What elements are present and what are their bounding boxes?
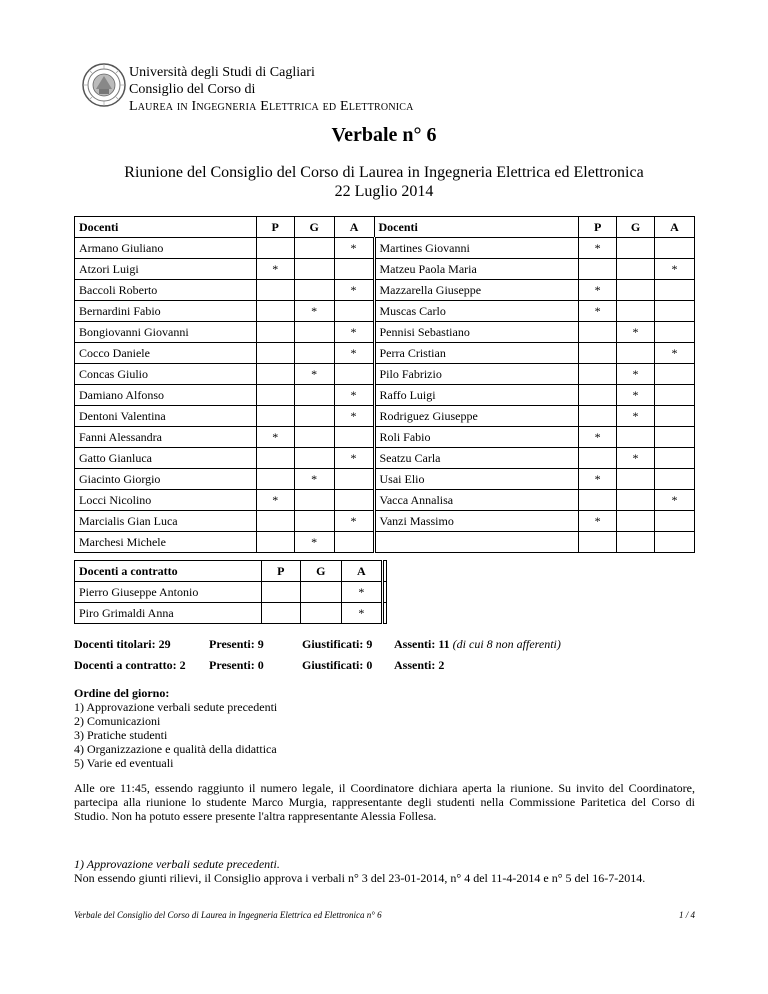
justified-mark: [617, 511, 655, 532]
present-mark: [256, 469, 294, 490]
table-header-row: [75, 217, 695, 238]
absent-mark: *: [655, 490, 695, 511]
absent-mark: *: [341, 603, 382, 624]
university-name: Università degli Studi di Cagliari: [129, 65, 315, 80]
absent-mark: *: [334, 406, 374, 427]
col-header: G: [294, 217, 334, 238]
col-header: P: [579, 217, 617, 238]
table-row: [75, 532, 695, 553]
justified-mark: [617, 532, 655, 553]
table-header-row: [75, 561, 387, 582]
present-mark: *: [256, 490, 294, 511]
table-row: [75, 343, 695, 364]
agenda-item: 4) Organizzazione e qualità della didattica: [74, 742, 277, 756]
justified-mark: *: [294, 532, 334, 553]
justified-mark: [617, 490, 655, 511]
absent-mark: *: [334, 511, 374, 532]
absent-mark: *: [334, 385, 374, 406]
absent-mark: [655, 469, 695, 490]
footer-text: Verbale del Consiglio del Corso di Laurea in Ingegneria Elettrica ed Elettronica n° 6: [74, 910, 382, 920]
justified-mark: [294, 385, 334, 406]
section-text: Non essendo giunti rilievi, il Consiglio approva i verbali n° 3 del 23-01-2014, n° 4 del 11-4-2014 e n° 5 del 16-7-2014.: [74, 871, 646, 885]
attendance-table: [74, 216, 695, 553]
docente-name: Martines Giovanni: [374, 238, 579, 259]
absent-mark: [655, 364, 695, 385]
absent-mark: [655, 511, 695, 532]
justified-mark: *: [294, 364, 334, 385]
summary-giustificati: Giustificati: 0: [302, 658, 373, 672]
justified-mark: [294, 238, 334, 259]
present-mark: *: [579, 301, 617, 322]
justified-mark: [294, 280, 334, 301]
contract-attendance-table: [74, 560, 387, 624]
docente-name: Seatzu Carla: [374, 448, 579, 469]
agenda-title: Ordine del giorno:: [74, 686, 170, 700]
col-header: A: [341, 561, 382, 582]
docente-name: Gatto Gianluca: [75, 448, 257, 469]
col-header: G: [300, 561, 341, 582]
justified-mark: [294, 490, 334, 511]
degree-name: Laurea in Ingegneria Elettrica ed Elettronica: [129, 99, 414, 114]
table-row: [75, 490, 695, 511]
present-mark: *: [256, 427, 294, 448]
docente-name: Bernardini Fabio: [75, 301, 257, 322]
docente-name: Vanzi Massimo: [374, 511, 579, 532]
docente-name: Pennisi Sebastiano: [374, 322, 579, 343]
justified-mark: [294, 259, 334, 280]
present-mark: [579, 448, 617, 469]
justified-mark: [294, 427, 334, 448]
summary-label: Docenti titolari: 29: [74, 637, 171, 651]
absent-mark: [334, 469, 374, 490]
summary-assenti: Assenti: 11: [394, 637, 450, 651]
docente-name: Rodriguez Giuseppe: [374, 406, 579, 427]
justified-mark: [617, 427, 655, 448]
summary-giustificati: Giustificati: 9: [302, 637, 373, 651]
col-header: P: [256, 217, 294, 238]
present-mark: [256, 448, 294, 469]
present-mark: [579, 385, 617, 406]
summary-assenti: Assenti: 2: [394, 658, 445, 672]
absent-mark: [655, 238, 695, 259]
justified-mark: [294, 406, 334, 427]
col-header: Docenti: [75, 217, 257, 238]
absent-mark: [334, 427, 374, 448]
docente-name: Armano Giuliano: [75, 238, 257, 259]
justified-mark: [294, 343, 334, 364]
present-mark: [256, 322, 294, 343]
agenda: [74, 686, 695, 770]
absent-mark: [655, 322, 695, 343]
absent-mark: [334, 259, 374, 280]
col-header: Docenti: [374, 217, 579, 238]
justified-mark: [294, 448, 334, 469]
page-footer: [74, 910, 695, 920]
docente-name: Usai Elio: [374, 469, 579, 490]
justified-mark: *: [294, 469, 334, 490]
absent-mark: [655, 532, 695, 553]
present-mark: [261, 582, 300, 603]
absent-mark: [334, 364, 374, 385]
docente-name: Vacca Annalisa: [374, 490, 579, 511]
docente-name: Locci Nicolino: [75, 490, 257, 511]
absent-mark: [655, 385, 695, 406]
justified-mark: *: [294, 301, 334, 322]
absent-mark: *: [334, 238, 374, 259]
table-row: [75, 280, 695, 301]
table-row: [75, 364, 695, 385]
justified-mark: [617, 259, 655, 280]
table-row: [75, 511, 695, 532]
present-mark: [579, 532, 617, 553]
table-row: [75, 385, 695, 406]
present-mark: *: [579, 280, 617, 301]
justified-mark: [617, 238, 655, 259]
table-row: [75, 406, 695, 427]
summary-note: (di cui 8 non afferenti): [452, 637, 561, 651]
page-title: Verbale n° 6: [331, 124, 437, 146]
present-mark: [256, 343, 294, 364]
absent-mark: [655, 301, 695, 322]
justified-mark: [300, 603, 341, 624]
docente-name: Damiano Alfonso: [75, 385, 257, 406]
absent-mark: [655, 427, 695, 448]
section-heading: 1) Approvazione verbali sedute precedenti.: [74, 857, 280, 871]
absent-mark: *: [655, 259, 695, 280]
present-mark: [256, 238, 294, 259]
docente-name: Perra Cristian: [374, 343, 579, 364]
docente-name: Marchesi Michele: [75, 532, 257, 553]
agenda-item: 1) Approvazione verbali sedute precedenti: [74, 700, 278, 714]
absent-mark: *: [334, 448, 374, 469]
docente-name: Giacinto Giorgio: [75, 469, 257, 490]
justified-mark: [617, 280, 655, 301]
docente-name: Bongiovanni Giovanni: [75, 322, 257, 343]
col-header: G: [617, 217, 655, 238]
docente-name: Pilo Fabrizio: [374, 364, 579, 385]
justified-mark: [294, 511, 334, 532]
summary-presenti: Presenti: 0: [209, 658, 264, 672]
docente-name: Piro Grimaldi Anna: [75, 603, 262, 624]
docente-name: Baccoli Roberto: [75, 280, 257, 301]
justified-mark: [294, 322, 334, 343]
present-mark: [261, 603, 300, 624]
justified-mark: *: [617, 385, 655, 406]
present-mark: *: [579, 238, 617, 259]
present-mark: [579, 322, 617, 343]
present-mark: [256, 364, 294, 385]
justified-mark: [617, 343, 655, 364]
present-mark: [579, 490, 617, 511]
justified-mark: *: [617, 448, 655, 469]
docente-name: Raffo Luigi: [374, 385, 579, 406]
subtitle: [0, 163, 768, 201]
docente-name: Marcialis Gian Luca: [75, 511, 257, 532]
agenda-item: 5) Varie ed eventuali: [74, 756, 174, 770]
docente-name: Pierro Giuseppe Antonio: [75, 582, 262, 603]
absent-mark: [655, 406, 695, 427]
table-row: [75, 238, 695, 259]
present-mark: *: [579, 511, 617, 532]
meeting-date: 22 Luglio 2014: [334, 183, 434, 200]
docente-name: Concas Giulio: [75, 364, 257, 385]
col-header: Docenti a contratto: [75, 561, 262, 582]
absent-mark: [334, 532, 374, 553]
present-mark: *: [579, 469, 617, 490]
opening-paragraph: Alle ore 11:45, essendo raggiunto il numero legale, il Coordinatore dichiara aperta la riunione. Su invito del Coordinatore, partecipa alla riunione lo studente Marco Murgia, rappresentante degli studenti nella Commissione Paritetica del Corso di Studio. Non ha potuto essere presente l'altra rappresentante Alessia Follesa.: [74, 781, 695, 823]
docente-name: Fanni Alessandra: [75, 427, 257, 448]
absent-mark: *: [334, 322, 374, 343]
present-mark: [256, 385, 294, 406]
table-row: [75, 582, 387, 603]
docente-name: Atzori Luigi: [75, 259, 257, 280]
docente-name: Cocco Daniele: [75, 343, 257, 364]
absent-mark: *: [334, 343, 374, 364]
section-1: [74, 857, 695, 885]
absent-mark: [655, 448, 695, 469]
present-mark: *: [579, 427, 617, 448]
docente-name: Roli Fabio: [374, 427, 579, 448]
present-mark: [256, 406, 294, 427]
absent-mark: [334, 490, 374, 511]
table-row: [75, 469, 695, 490]
docente-name: Dentoni Valentina: [75, 406, 257, 427]
table-row: [75, 448, 695, 469]
absent-mark: *: [341, 582, 382, 603]
university-seal-icon: [81, 62, 127, 108]
agenda-item: 3) Pratiche studenti: [74, 728, 168, 742]
present-mark: [579, 364, 617, 385]
absent-mark: *: [334, 280, 374, 301]
justified-mark: [617, 469, 655, 490]
docente-name: Matzeu Paola Maria: [374, 259, 579, 280]
present-mark: [256, 280, 294, 301]
col-header: A: [334, 217, 374, 238]
justified-mark: [617, 301, 655, 322]
docente-name: Mazzarella Giuseppe: [374, 280, 579, 301]
absent-mark: *: [655, 343, 695, 364]
present-mark: [579, 343, 617, 364]
docente-name: [374, 532, 579, 553]
page-number: 1 / 4: [678, 910, 695, 920]
table-row: [75, 259, 695, 280]
col-header: P: [261, 561, 300, 582]
absent-mark: [655, 280, 695, 301]
justified-mark: *: [617, 364, 655, 385]
present-mark: [256, 301, 294, 322]
council-name: Consiglio del Corso di: [129, 82, 256, 97]
meeting-description: Riunione del Consiglio del Corso di Laurea in Ingegneria Elettrica ed Elettronica: [124, 164, 644, 181]
col-header: A: [655, 217, 695, 238]
justified-mark: *: [617, 322, 655, 343]
table-row: [75, 427, 695, 448]
justified-mark: *: [617, 406, 655, 427]
table-row: [75, 603, 387, 624]
table-row: [75, 301, 695, 322]
justified-mark: [300, 582, 341, 603]
table-row: [75, 322, 695, 343]
present-mark: [579, 259, 617, 280]
present-mark: [579, 406, 617, 427]
agenda-item: 2) Comunicazioni: [74, 714, 161, 728]
present-mark: *: [256, 259, 294, 280]
absent-mark: [334, 301, 374, 322]
summary-label: Docenti a contratto: 2: [74, 658, 186, 672]
docente-name: Muscas Carlo: [374, 301, 579, 322]
present-mark: [256, 511, 294, 532]
summary-presenti: Presenti: 9: [209, 637, 264, 651]
present-mark: [256, 532, 294, 553]
